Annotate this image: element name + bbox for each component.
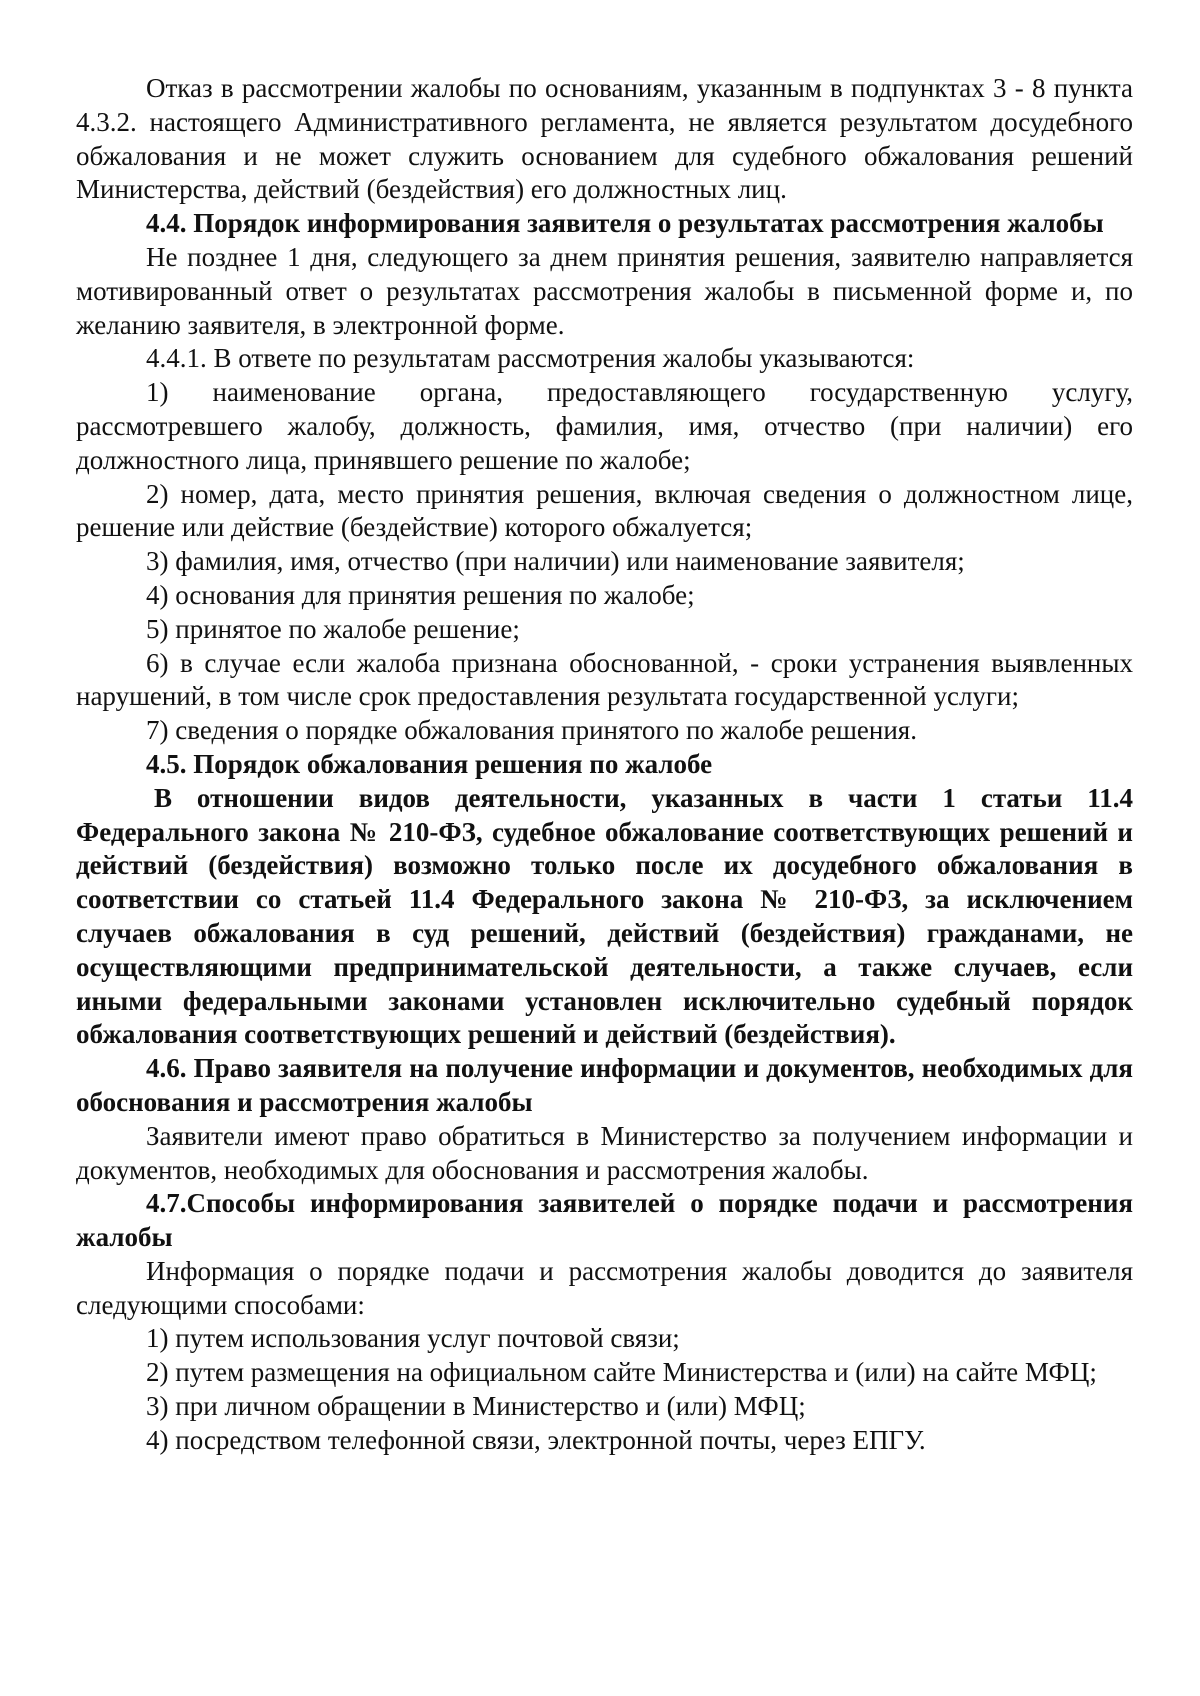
method-item-2: 2) путем размещения на официальном сайте Министерства и (или) на сайте МФЦ; — [146, 1357, 1097, 1388]
section-heading-4-4: 4.4. Порядок информирования заявителя о результатах рассмотрения жалобы — [146, 208, 1104, 239]
method-item-4: 4) посредством телефонной связи, электронной почты, через ЕПГУ. — [146, 1424, 926, 1455]
method-item-3: 3) при личном обращении в Министерство и (или) МФЦ; — [146, 1391, 806, 1422]
list-item-2: 2) номер, дата, место принятия решения, включая сведения о должностном лице, решение или действие (бездействие) которого обжалуется; — [76, 478, 1133, 543]
list-item-5: 5) принятое по жалобе решение; — [146, 613, 520, 644]
paragraph-4-4-1: 4.4.1. В ответе по результатам рассмотрения жалобы указываются: — [146, 343, 915, 374]
paragraph-refusal: Отказ в рассмотрении жалобы по основаниям, указанным в подпунктах 3 - 8 пункта 4.3.2. настоящего Административного регламента, не является результатом досудебного обжалования и не может служить основанием для судебного обжалования решений Министерства, действий (бездействия) его должностных лиц. — [76, 73, 1133, 205]
document-page — [76, 72, 1133, 1458]
paragraph-response-term: Не позднее 1 дня, следующего за днем принятия решения, заявителю направляется мотивированный ответ о результатах рассмотрения жалобы в письменной форме и, по желанию заявителя, в электронной форме. — [76, 241, 1133, 340]
list-item-3: 3) фамилия, имя, отчество (при наличии) или наименование заявителя; — [146, 546, 965, 577]
method-item-1: 1) путем использования услуг почтовой связи; — [146, 1323, 680, 1354]
list-item-4: 4) основания для принятия решения по жалобе; — [146, 579, 695, 610]
section-heading-4-5: 4.5. Порядок обжалования решения по жалобе — [146, 748, 713, 779]
list-item-7: 7) сведения о порядке обжалования принятого по жалобе решения. — [146, 715, 917, 746]
section-heading-4-6: 4.6. Право заявителя на получение информации и документов, необходимых для обоснования и рассмотрения жалобы — [76, 1053, 1133, 1117]
section-heading-4-7: 4.7.Способы информирования заявителей о порядке подачи и рассмотрения жалобы — [76, 1188, 1133, 1253]
list-item-1: 1) наименование органа, предоставляющего государственную услугу, рассмотревшего жалобу, должность, фамилия, имя, отчество (при наличии) его должностного лица, принявшего решение по жалобе; — [76, 377, 1133, 475]
paragraph-right-to-information: Заявители имеют право обратиться в Министерство за получением информации и документов, необходимых для обоснования и рассмотрения жалобы. — [76, 1120, 1133, 1185]
list-item-6: 6) в случае если жалоба признана обоснованной, - сроки устранения выявленных нарушений, в том числе срок предоставления результата государственной услуги; — [76, 647, 1133, 712]
paragraph-appeal-court: В отношении видов деятельности, указанных в части 1 статьи 11.4 Федерального закона № 210-ФЗ, судебное обжалование соответствующих решений и действий (бездействия) возможно только после их досудебного обжалования в соответствии со статьей 11.4 Федерального закона № 210-ФЗ, за исключением случаев обжалования в суд решений, действий (бездействия) гражданами, не осуществляющими предпринимательской деятельности, а также случаев, если иными федеральными законами установлен исключительно судебный порядок обжалования соответствующих решений и действий (бездействия). — [76, 782, 1133, 1050]
paragraph-information-methods: Информация о порядке подачи и рассмотрения жалобы доводится до заявителя следующими способами: — [76, 1255, 1133, 1320]
